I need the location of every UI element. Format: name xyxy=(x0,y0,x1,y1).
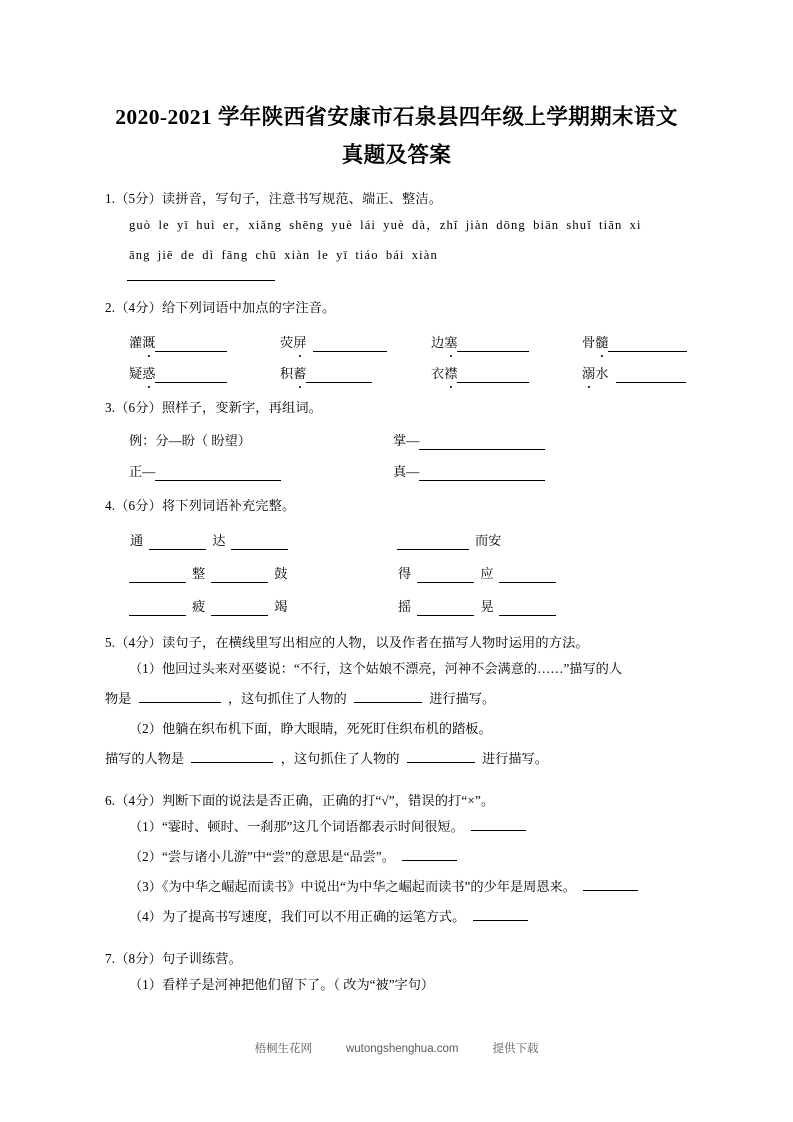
question-3-answer-line[interactable] xyxy=(155,465,281,481)
question-3-row xyxy=(129,419,733,450)
zhuyin-cell xyxy=(129,365,280,383)
sub-1-text-c: 进行描写。 xyxy=(429,691,496,706)
question-6-item-2 xyxy=(105,842,733,872)
idiom-char: 通 xyxy=(130,533,144,548)
page-footer xyxy=(0,1040,793,1056)
idiom-char: 得 xyxy=(398,566,412,581)
zhuyin-answer-line[interactable] xyxy=(616,367,686,383)
question-4-right-idiom xyxy=(397,565,561,583)
question-4-right-idiom xyxy=(397,598,561,616)
sub-2-text-a: 描写的人物是 xyxy=(105,751,185,766)
question-3-item-label: 真— xyxy=(393,464,420,479)
footer-action: 提供下载 xyxy=(492,1043,539,1055)
idiom-answer-line[interactable] xyxy=(149,534,206,550)
question-5 xyxy=(105,632,733,774)
sub-2-text-c: 进行描写。 xyxy=(482,751,548,766)
question-3 xyxy=(105,397,733,481)
zhuyin-answer-line[interactable] xyxy=(155,336,227,352)
zhuyin-word: 边塞 xyxy=(431,335,458,350)
idiom-answer-line[interactable] xyxy=(417,567,474,583)
question-3-item xyxy=(393,432,545,450)
question-5-sub-2-line-2 xyxy=(105,744,733,774)
question-4-row xyxy=(129,550,733,583)
question-5-sub-1-line-2 xyxy=(105,684,733,714)
title-line-1: 2020-2021 学年陕西省安康市石泉县四年级上学期期末语文 xyxy=(115,105,678,129)
zhuyin-cell xyxy=(431,365,582,383)
zhuyin-answer-line[interactable] xyxy=(313,336,387,352)
dotted-char: 塞 xyxy=(444,335,458,350)
question-3-stem: 3.（6分）照样子，变新字，再组词。 xyxy=(105,400,322,415)
question-3-row xyxy=(129,450,733,481)
sub-1-text-a: 物是 xyxy=(105,691,132,706)
question-4-stem: 4.（6分）将下列词语补充完整。 xyxy=(105,498,296,513)
idiom-answer-line[interactable] xyxy=(499,567,556,583)
question-1-pinyin-line-2: āng jiē de dì fāng chū xiàn le yī tiáo bái xiàn xyxy=(129,248,438,262)
question-1-stem: 1.（5分）读拼音，写句子，注意书写规范、端正、整洁。 xyxy=(105,191,443,206)
question-7 xyxy=(105,948,733,1000)
question-4-left-idiom xyxy=(129,598,397,616)
zhuyin-word: 积蓄 xyxy=(280,366,307,381)
zhuyin-word: 骨髓 xyxy=(582,335,609,350)
question-6-item-4 xyxy=(105,902,733,932)
zhuyin-row xyxy=(129,321,733,352)
question-3-answer-line[interactable] xyxy=(419,434,545,450)
question-4-grid xyxy=(105,517,733,616)
question-3-grid xyxy=(105,419,733,481)
question-4-right-idiom xyxy=(397,532,502,550)
idiom-answer-line[interactable] xyxy=(231,534,288,550)
sub-2-text-b: ，这句抓住了人物的 xyxy=(280,751,400,766)
question-3-item xyxy=(129,463,393,481)
zhuyin-cell xyxy=(280,365,431,383)
questions-container xyxy=(0,188,793,1000)
question-2 xyxy=(105,297,733,383)
question-3-item-label: 掌— xyxy=(393,433,420,448)
question-3-answer-line[interactable] xyxy=(419,465,545,481)
dotted-char: 惑 xyxy=(142,366,156,381)
question-6-stem: 6.（4分）判断下面的说法是否正确，正确的打“√”，错误的打“×”。 xyxy=(105,793,495,808)
question-4-left-idiom xyxy=(129,565,397,583)
question-4-row xyxy=(129,517,733,550)
dotted-char: 溺 xyxy=(582,366,596,381)
dotted-char: 溉 xyxy=(142,335,156,350)
question-3-item-label: 正— xyxy=(129,464,156,479)
dotted-char: 蓄 xyxy=(293,366,307,381)
zhuyin-word: 疑惑 xyxy=(129,366,156,381)
question-4 xyxy=(105,495,733,616)
page-title xyxy=(0,0,793,174)
question-4-left-idiom xyxy=(129,532,397,550)
idiom-answer-line[interactable] xyxy=(129,600,186,616)
zhuyin-answer-line[interactable] xyxy=(457,367,529,383)
dotted-char: 屏 xyxy=(293,335,307,350)
zhuyin-word: 溺水 xyxy=(582,366,609,381)
question-6-answer-blank-2[interactable] xyxy=(402,846,457,861)
footer-domain: wutongshenghua.com xyxy=(345,1043,459,1055)
question-5-blank-person-1[interactable] xyxy=(139,688,221,703)
dotted-char: 髓 xyxy=(595,335,609,350)
idiom-char: 整 xyxy=(192,566,206,581)
question-3-item xyxy=(393,463,545,481)
zhuyin-cell xyxy=(431,334,582,352)
question-1 xyxy=(105,188,733,281)
zhuyin-answer-line[interactable] xyxy=(155,367,227,383)
footer-site-name: 梧桐生花网 xyxy=(254,1043,312,1055)
question-6-item-1 xyxy=(105,812,733,842)
question-5-sub-2-line-1: （2）他躺在织布机下面，睁大眼睛，死死盯住织布机的踏板。 xyxy=(129,721,492,736)
idiom-char: 晃 xyxy=(480,599,494,614)
idiom-char: 竭 xyxy=(274,599,288,614)
zhuyin-row xyxy=(129,352,733,383)
question-6-answer-blank-1[interactable] xyxy=(471,816,526,831)
idiom-answer-line[interactable] xyxy=(211,567,268,583)
zhuyin-word: 灌溉 xyxy=(129,335,156,350)
question-1-answer-rule[interactable] xyxy=(127,280,275,281)
question-7-item-1: （1）看样子是河神把他们留下了。（ 改为“被”字句） xyxy=(129,977,435,992)
question-7-stem: 7.（8分）句子训练营。 xyxy=(105,951,242,966)
question-2-stem: 2.（4分）给下列词语中加点的字注音。 xyxy=(105,300,336,315)
idiom-answer-line[interactable] xyxy=(397,534,469,550)
idiom-char: 摇 xyxy=(398,599,412,614)
sub-1-text-b: ，这句抓住了人物的 xyxy=(227,691,347,706)
idiom-answer-line[interactable] xyxy=(129,567,186,583)
zhuyin-cell xyxy=(582,365,733,383)
idiom-char: 疲 xyxy=(192,599,206,614)
question-4-row xyxy=(129,583,733,616)
zhuyin-word: 荧屏 xyxy=(280,335,307,350)
question-6-answer-blank-4[interactable] xyxy=(473,906,528,921)
question-6-item-3 xyxy=(105,872,733,902)
question-6-answer-blank-3[interactable] xyxy=(583,876,638,891)
idiom-answer-line[interactable] xyxy=(417,600,474,616)
zhuyin-answer-line[interactable] xyxy=(457,336,529,352)
question-6-item-1-text: （1）“霎时、顿时、一刹那”这几个词语都表示时间很短。 xyxy=(129,819,464,834)
zhuyin-cell xyxy=(280,334,431,352)
title-line-2: 真题及答案 xyxy=(341,143,452,167)
idiom-char: 达 xyxy=(212,533,226,548)
zhuyin-word: 衣襟 xyxy=(431,366,458,381)
question-5-blank-method-1[interactable] xyxy=(354,688,422,703)
question-6-item-4-text: （4）为了提高书写速度，我们可以不用正确的运笔方式。 xyxy=(129,909,466,924)
idiom-answer-line[interactable] xyxy=(499,600,556,616)
question-2-word-grid xyxy=(105,321,733,383)
question-5-blank-method-2[interactable] xyxy=(407,748,475,763)
question-5-stem: 5.（4分）读句子，在横线里写出相应的人物，以及作者在描写人物时运用的方法。 xyxy=(105,635,589,650)
question-5-sub-1-line-1: （1）他回过头来对巫婆说：“不行，这个姑娘不漂亮，河神不会满意的……”描写的人 xyxy=(129,661,623,676)
zhuyin-answer-line[interactable] xyxy=(608,336,687,352)
zhuyin-answer-line[interactable] xyxy=(306,367,372,383)
idiom-char: 而安 xyxy=(475,533,502,548)
question-6-item-2-text: （2）“尝与诸小儿游”中“尝”的意思是“品尝”。 xyxy=(129,849,395,864)
question-6-item-3-text: （3）《为中华之崛起而读书》中说出“为中华之崛起而读书”的少年是周恩来。 xyxy=(129,879,576,894)
dotted-char: 襟 xyxy=(444,366,458,381)
question-3-example: 例：分—盼（ 盼望） xyxy=(129,433,251,448)
zhuyin-cell xyxy=(582,334,733,352)
question-5-blank-person-2[interactable] xyxy=(191,748,273,763)
question-6 xyxy=(105,790,733,932)
question-1-pinyin-line-1: guò le yī huì er，xiǎng shēng yuè lái yuè dà，zhǐ jiàn dōng biān shuǐ tiān xi xyxy=(129,218,642,232)
idiom-char: 应 xyxy=(480,566,494,581)
idiom-char: 鼓 xyxy=(274,566,288,581)
zhuyin-cell xyxy=(129,334,280,352)
idiom-answer-line[interactable] xyxy=(211,600,268,616)
